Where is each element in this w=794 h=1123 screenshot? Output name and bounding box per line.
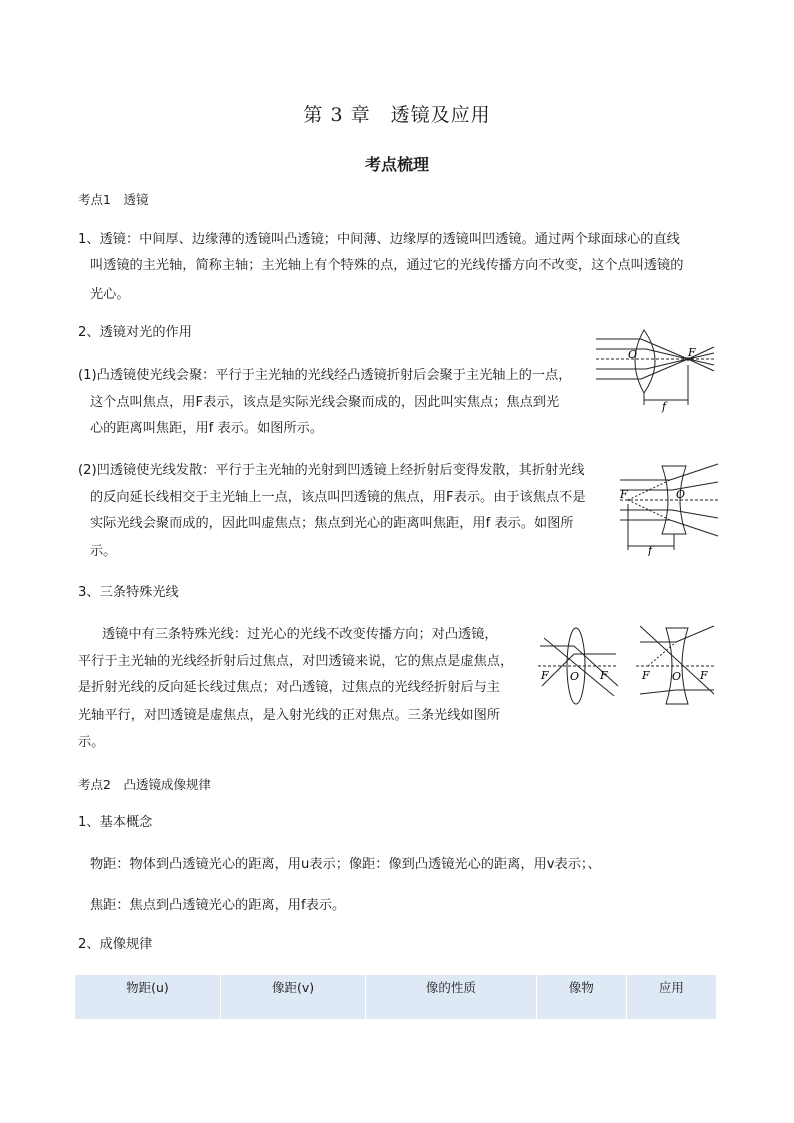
label-F: F [700,669,708,682]
label-O: O [570,670,580,683]
special-rays-line5: 示。 [78,735,105,750]
convex-effect-line1: (1)凸透镜使光线会聚：平行于主光轴的光线经凸透镜折射后会聚于主光轴上的一点， [78,368,572,383]
special-rays-line2: 平行于主光轴的光线经折射后过焦点，对凹透镜来说，它的焦点是虚焦点， [78,654,514,669]
section-subtitle: 考点梳理 [364,155,429,174]
concave-effect-line3: 实际光线会聚而成的，因此叫虚焦点；焦点到光心的距离叫焦距，用f 表示。如图所 [90,516,574,531]
kp2-heading: 考点2 凸透镜成像规律 [78,777,211,792]
convex-effect-line3: 心的距离叫焦距，用f 表示。如图所示。 [90,421,324,436]
special-rays-line1: 透镜中有三条特殊光线：过光心的光线不改变传播方向；对凸透镜， [102,627,498,642]
convex-effect-line2: 这个点叫焦点，用F表示，该点是实际光线会聚而成的，因此叫实焦点；焦点到光 [90,395,560,410]
header-object-distance: 物距(u) [75,975,220,1019]
label-f: f [662,400,667,413]
kp1-item1-line2: 叫透镜的主光轴，简称主轴；主光轴上有个特殊的点，通过它的光线传播方向不改变，这个点叫透镜的 [90,258,684,273]
kp2-item2-heading: 2、成像规律 [78,937,153,952]
convex-three-rays-figure [538,624,620,708]
label-O: O [628,348,638,361]
chapter-title: 第 3 章 透镜及应用 [303,104,491,126]
special-rays-line3: 是折射光线的反向延长线过焦点；对凸透镜，过焦点的光线经折射后与主 [78,680,500,695]
header-application: 应用 [626,975,716,1019]
label-F: F [541,669,549,682]
concave-three-rays-figure [636,624,718,708]
label-F: F [642,669,650,682]
kp1-item1-line3: 光心。 [90,287,130,302]
label-F: F [620,488,628,501]
kp2-item1-heading: 1、基本概念 [78,815,153,830]
label-F: F [600,669,608,682]
concave-lens-figure [620,458,720,556]
convex-lens-figure [596,325,718,413]
kp1-item2-heading: 2、透镜对光的作用 [78,325,192,340]
table-header-row [75,975,717,1019]
concave-effect-line4: 示。 [90,544,117,559]
label-F: F [688,346,696,359]
header-image-object: 像物 [536,975,626,1019]
header-image-distance: 像距(v) [220,975,365,1019]
definition-focal: 焦距：焦点到凸透镜光心的距离，用f表示。 [90,898,346,913]
special-rays-line4: 光轴平行，对凹透镜是虚焦点，是入射光线的正对焦点。三条光线如图所 [78,708,500,723]
concave-effect-line1: (2)凹透镜使光线发散：平行于主光轴的光射到凹透镜上经折射后变得发散，其折射光线 [78,463,585,478]
imaging-rules-table [75,975,717,1019]
label-O: O [676,488,686,501]
kp1-heading: 考点1 透镜 [78,192,149,207]
kp1-item3-heading: 3、三条特殊光线 [78,585,179,600]
definition-distance: 物距：物体到凸透镜光心的距离，用u表示；像距：像到凸透镜光心的距离，用v表示；、 [90,857,601,872]
header-image-nature: 像的性质 [366,975,537,1019]
label-f: f [648,544,653,556]
kp1-item1-line1: 1、透镜：中间厚、边缘薄的透镜叫凸透镜；中间薄、边缘厚的透镜叫凹透镜。通过两个球面球心的直线 [78,232,680,247]
label-O: O [672,670,682,683]
concave-effect-line2: 的反向延长线相交于主光轴上一点，该点叫凹透镜的焦点，用F表示。由于该焦点不是 [90,490,586,505]
